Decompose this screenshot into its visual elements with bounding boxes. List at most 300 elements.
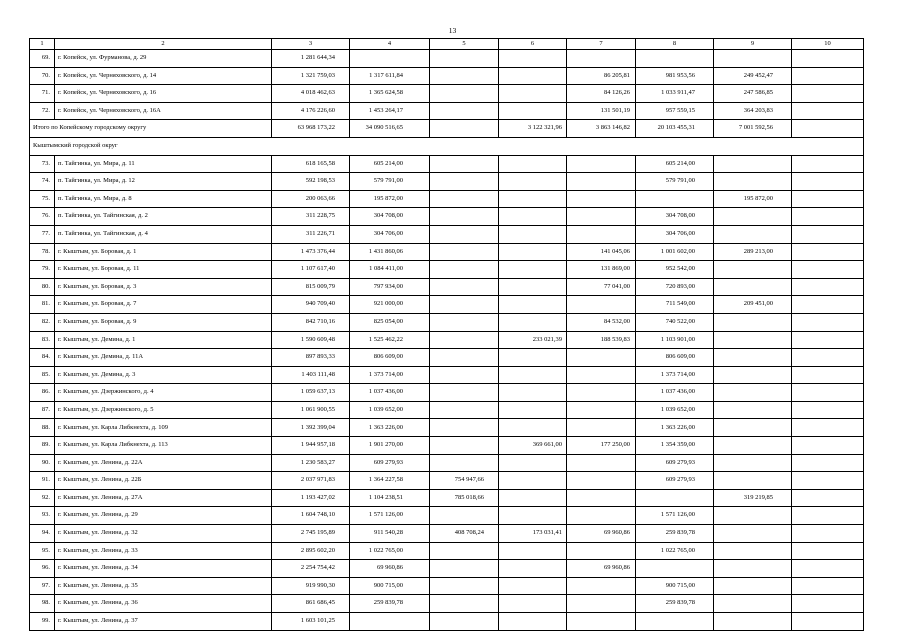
address-cell: г. Кыштым, ул. Ленина, д. 35 <box>55 577 272 595</box>
table-row <box>30 261 864 279</box>
table-cell: 3 863 146,82 <box>567 120 636 138</box>
table-cell: 1 901 270,00 <box>350 437 430 455</box>
table-cell <box>499 243 567 261</box>
table-cell: 806 609,00 <box>636 349 714 367</box>
table-cell <box>499 349 567 367</box>
address-cell: г. Кыштым, ул. Ленина, д. 22Б <box>55 472 272 490</box>
row-number: 85. <box>30 366 55 384</box>
table-row <box>30 67 864 85</box>
table-cell: 579 791,00 <box>636 173 714 191</box>
column-header: 1 <box>30 39 55 50</box>
table-cell: 861 686,45 <box>272 595 350 613</box>
table-cell <box>499 577 567 595</box>
column-header: 9 <box>714 39 792 50</box>
row-number: 93. <box>30 507 55 525</box>
table-cell: 605 214,00 <box>350 155 430 173</box>
table-cell: 4 176 226,60 <box>272 102 350 120</box>
table-cell: 195 872,00 <box>350 190 430 208</box>
table-cell: 785 018,66 <box>430 489 499 507</box>
table-row <box>30 366 864 384</box>
table-row <box>30 472 864 490</box>
table-cell <box>792 173 864 191</box>
address-cell: г. Кыштым, ул. Боровая, д. 11 <box>55 261 272 279</box>
table-row <box>30 190 864 208</box>
table-cell <box>714 437 792 455</box>
table-cell <box>714 384 792 402</box>
table-cell <box>430 454 499 472</box>
table-cell <box>499 507 567 525</box>
table-cell: 259 839,78 <box>636 525 714 543</box>
table-cell <box>430 50 499 68</box>
table-cell: 711 549,00 <box>636 296 714 314</box>
table-cell <box>714 208 792 226</box>
column-header: 7 <box>567 39 636 50</box>
row-number: 86. <box>30 384 55 402</box>
table-cell <box>430 613 499 631</box>
column-header: 8 <box>636 39 714 50</box>
table-cell <box>499 155 567 173</box>
table-cell <box>430 401 499 419</box>
table-row <box>30 85 864 103</box>
row-number: 71. <box>30 85 55 103</box>
table-cell: 69 960,86 <box>567 560 636 578</box>
table-cell <box>792 577 864 595</box>
table-row <box>30 331 864 349</box>
table-cell: 1 365 624,58 <box>350 85 430 103</box>
table-cell: 1 039 652,00 <box>636 401 714 419</box>
table-cell: 1 431 860,06 <box>350 243 430 261</box>
table-cell <box>499 67 567 85</box>
table-cell: 200 063,66 <box>272 190 350 208</box>
table-cell: 911 540,28 <box>350 525 430 543</box>
row-number: 96. <box>30 560 55 578</box>
table-row <box>30 102 864 120</box>
address-cell: п. Тайгинка, ул. Тайгинская, д. 4 <box>55 225 272 243</box>
table-cell: 740 522,00 <box>636 313 714 331</box>
table-cell: 1 525 462,22 <box>350 331 430 349</box>
table-cell <box>636 560 714 578</box>
table-cell <box>792 507 864 525</box>
table-row <box>30 437 864 455</box>
table-cell <box>792 454 864 472</box>
table-cell <box>499 384 567 402</box>
address-cell: г. Кыштым, ул. Ленина, д. 32 <box>55 525 272 543</box>
table-cell <box>499 50 567 68</box>
table-cell: 900 715,00 <box>636 577 714 595</box>
address-cell: п. Тайгинка, ул. Тайгинская, д. 2 <box>55 208 272 226</box>
table-cell <box>430 85 499 103</box>
table-cell: 754 947,66 <box>430 472 499 490</box>
table-cell: 1 230 583,27 <box>272 454 350 472</box>
table-cell: 304 708,00 <box>636 208 714 226</box>
table-row <box>30 613 864 631</box>
address-cell: г. Кыштым, ул. Демина, д. 1 <box>55 331 272 349</box>
table-cell: 1 473 376,44 <box>272 243 350 261</box>
table-cell: 900 715,00 <box>350 577 430 595</box>
table-cell <box>567 401 636 419</box>
table-cell <box>567 577 636 595</box>
table-row <box>30 278 864 296</box>
table-cell <box>430 331 499 349</box>
column-header: 3 <box>272 39 350 50</box>
table-cell: 1 104 238,51 <box>350 489 430 507</box>
table-cell <box>350 613 430 631</box>
table-row <box>30 525 864 543</box>
row-number: 98. <box>30 595 55 613</box>
table-cell <box>430 595 499 613</box>
table-cell <box>714 507 792 525</box>
table-cell <box>499 489 567 507</box>
table-cell: 69 960,86 <box>350 560 430 578</box>
table-cell: 247 586,85 <box>714 85 792 103</box>
table-cell: 1 571 126,00 <box>636 507 714 525</box>
table-cell <box>499 261 567 279</box>
table-cell <box>430 102 499 120</box>
address-cell: г. Кыштым, ул. Карла Либкнехта, д. 109 <box>55 419 272 437</box>
table-cell: 1 022 765,00 <box>636 542 714 560</box>
table-row <box>30 454 864 472</box>
table-cell <box>714 577 792 595</box>
table-cell <box>714 50 792 68</box>
table-row <box>30 349 864 367</box>
table-row <box>30 50 864 68</box>
table-row <box>30 155 864 173</box>
table-cell: 4 018 462,63 <box>272 85 350 103</box>
table-cell <box>499 542 567 560</box>
table-cell: 177 250,00 <box>567 437 636 455</box>
table-cell <box>792 208 864 226</box>
address-cell: г. Кыштым, ул. Ленина, д. 36 <box>55 595 272 613</box>
table-cell: 1 317 611,84 <box>350 67 430 85</box>
table-cell: 20 103 455,31 <box>636 120 714 138</box>
table-cell <box>792 525 864 543</box>
table-cell <box>430 313 499 331</box>
table-cell <box>499 173 567 191</box>
table-cell: 369 661,00 <box>499 437 567 455</box>
table-cell: 1 061 900,55 <box>272 401 350 419</box>
address-cell: г. Кыштым, ул. Ленина, д. 22А <box>55 454 272 472</box>
table-cell <box>714 542 792 560</box>
table-cell <box>636 190 714 208</box>
table-row <box>30 542 864 560</box>
table-cell: 605 214,00 <box>636 155 714 173</box>
table-cell <box>714 454 792 472</box>
table-cell: 957 559,15 <box>636 102 714 120</box>
table-cell <box>714 155 792 173</box>
address-cell: г. Кыштым, ул. Дзержинского, д. 4 <box>55 384 272 402</box>
table-cell <box>792 472 864 490</box>
table-cell: 1 604 748,10 <box>272 507 350 525</box>
row-number: 97. <box>30 577 55 595</box>
table-cell <box>430 155 499 173</box>
table-cell: 797 934,00 <box>350 278 430 296</box>
table-cell: 304 706,00 <box>350 225 430 243</box>
address-cell: г. Кыштым, ул. Ленина, д. 27А <box>55 489 272 507</box>
table-cell <box>567 50 636 68</box>
table-cell <box>430 278 499 296</box>
table-cell: 173 031,41 <box>499 525 567 543</box>
table-cell: 311 228,75 <box>272 208 350 226</box>
table-cell <box>792 50 864 68</box>
table-cell: 1 001 602,00 <box>636 243 714 261</box>
table-cell: 233 021,39 <box>499 331 567 349</box>
table-cell: 259 839,78 <box>636 595 714 613</box>
table-cell: 720 893,00 <box>636 278 714 296</box>
table-cell <box>567 173 636 191</box>
table-cell <box>499 102 567 120</box>
table-cell <box>567 542 636 560</box>
row-number: 70. <box>30 67 55 85</box>
table-cell <box>636 50 714 68</box>
address-cell: г. Кыштым, ул. Боровая, д. 1 <box>55 243 272 261</box>
total-row <box>30 120 864 138</box>
table-cell <box>499 454 567 472</box>
table-cell: 77 041,00 <box>567 278 636 296</box>
table-cell: 609 279,93 <box>636 472 714 490</box>
table-row <box>30 595 864 613</box>
page-number: 13 <box>448 26 457 35</box>
table-row <box>30 577 864 595</box>
table-row <box>30 489 864 507</box>
table-cell <box>792 120 864 138</box>
table-cell: 319 219,85 <box>714 489 792 507</box>
table-cell: 364 203,83 <box>714 102 792 120</box>
table-cell: 84 532,00 <box>567 313 636 331</box>
table-cell <box>430 419 499 437</box>
table-cell: 1 039 652,00 <box>350 401 430 419</box>
table-cell <box>499 595 567 613</box>
table-cell: 408 708,24 <box>430 525 499 543</box>
data-table <box>29 38 864 631</box>
row-number: 73. <box>30 155 55 173</box>
table-row <box>30 296 864 314</box>
table-cell <box>567 489 636 507</box>
table-cell <box>792 595 864 613</box>
table-cell: 825 054,00 <box>350 313 430 331</box>
row-number: 77. <box>30 225 55 243</box>
table-cell <box>714 366 792 384</box>
table-cell: 1 193 427,02 <box>272 489 350 507</box>
address-cell: г. Кыштым, ул. Ленина, д. 33 <box>55 542 272 560</box>
address-cell: г. Кыштым, ул. Боровая, д. 3 <box>55 278 272 296</box>
row-number: 74. <box>30 173 55 191</box>
table-cell <box>792 542 864 560</box>
address-cell: г. Кыштым, ул. Карла Либкнехта, д. 113 <box>55 437 272 455</box>
row-number: 92. <box>30 489 55 507</box>
table-cell: 2 895 602,20 <box>272 542 350 560</box>
table-cell: 2 037 971,83 <box>272 472 350 490</box>
table-cell: 618 165,58 <box>272 155 350 173</box>
table-cell <box>567 190 636 208</box>
table-cell <box>499 278 567 296</box>
table-cell <box>714 278 792 296</box>
table-cell <box>499 401 567 419</box>
column-header: 4 <box>350 39 430 50</box>
address-cell: г. Кыштым, ул. Ленина, д. 34 <box>55 560 272 578</box>
table-cell <box>499 296 567 314</box>
table-row <box>30 173 864 191</box>
row-number: 87. <box>30 401 55 419</box>
table-cell: 1 571 126,00 <box>350 507 430 525</box>
table-cell: 1 363 226,00 <box>350 419 430 437</box>
table-cell: 141 045,06 <box>567 243 636 261</box>
table-cell <box>567 472 636 490</box>
table-cell <box>792 437 864 455</box>
table-cell <box>567 507 636 525</box>
column-header: 10 <box>792 39 864 50</box>
table-row <box>30 507 864 525</box>
table-cell: 1 363 226,00 <box>636 419 714 437</box>
address-cell: г. Копейск, ул. Черняховского, д. 16А <box>55 102 272 120</box>
table-cell <box>430 173 499 191</box>
table-cell: 1 944 957,18 <box>272 437 350 455</box>
table-cell: 952 542,00 <box>636 261 714 279</box>
table-cell <box>714 261 792 279</box>
table-cell: 188 539,83 <box>567 331 636 349</box>
table-cell: 131 501,19 <box>567 102 636 120</box>
table-cell <box>714 472 792 490</box>
row-number: 84. <box>30 349 55 367</box>
table-cell <box>792 613 864 631</box>
row-number: 91. <box>30 472 55 490</box>
table-cell: 815 009,79 <box>272 278 350 296</box>
row-number: 79. <box>30 261 55 279</box>
table-cell: 304 708,00 <box>350 208 430 226</box>
table-cell <box>430 190 499 208</box>
table-cell <box>499 190 567 208</box>
table-cell <box>430 120 499 138</box>
table-cell <box>567 419 636 437</box>
table-cell: 1 059 637,13 <box>272 384 350 402</box>
table-cell <box>350 50 430 68</box>
table-cell: 1 037 436,00 <box>636 384 714 402</box>
row-number: 94. <box>30 525 55 543</box>
table-cell: 1 373 714,00 <box>350 366 430 384</box>
address-cell: г. Копейск, ул. Фурманова, д. 29 <box>55 50 272 68</box>
table-cell: 311 226,71 <box>272 225 350 243</box>
table-cell: 1 392 399,04 <box>272 419 350 437</box>
address-cell: г. Кыштым, ул. Ленина, д. 37 <box>55 613 272 631</box>
table-row <box>30 313 864 331</box>
table-cell <box>430 437 499 455</box>
table-cell: 592 198,53 <box>272 173 350 191</box>
total-label: Итого по Копейскому городскому округу <box>30 120 272 138</box>
table-cell <box>430 261 499 279</box>
table-cell: 1 037 436,00 <box>350 384 430 402</box>
table-row <box>30 384 864 402</box>
address-cell: п. Тайгинка, ул. Мира, д. 12 <box>55 173 272 191</box>
table-cell: 195 872,00 <box>714 190 792 208</box>
table-cell <box>499 313 567 331</box>
column-header: 2 <box>55 39 272 50</box>
row-number: 83. <box>30 331 55 349</box>
row-number: 69. <box>30 50 55 68</box>
table-cell <box>792 331 864 349</box>
table-cell: 2 254 754,42 <box>272 560 350 578</box>
table-cell: 921 000,00 <box>350 296 430 314</box>
table-cell: 1 603 101,25 <box>272 613 350 631</box>
table-cell <box>792 225 864 243</box>
table-cell <box>430 67 499 85</box>
table-cell: 131 869,00 <box>567 261 636 279</box>
row-number: 80. <box>30 278 55 296</box>
table-cell <box>567 296 636 314</box>
table-cell <box>567 454 636 472</box>
table-cell <box>499 225 567 243</box>
row-number: 90. <box>30 454 55 472</box>
table-cell: 919 990,30 <box>272 577 350 595</box>
table-cell <box>567 349 636 367</box>
address-cell: г. Копейск, ул. Черняховского, д. 16 <box>55 85 272 103</box>
table-cell <box>499 366 567 384</box>
table-cell <box>567 225 636 243</box>
table-row <box>30 243 864 261</box>
table-cell: 34 090 516,65 <box>350 120 430 138</box>
table-cell: 940 709,40 <box>272 296 350 314</box>
table-cell <box>792 349 864 367</box>
table-cell <box>499 472 567 490</box>
table-cell <box>792 419 864 437</box>
table-row <box>30 560 864 578</box>
table-cell <box>714 401 792 419</box>
table-cell <box>430 349 499 367</box>
section-row <box>30 137 864 155</box>
table-cell: 1 103 901,00 <box>636 331 714 349</box>
table-cell: 1 033 911,47 <box>636 85 714 103</box>
table-cell <box>567 595 636 613</box>
table-cell: 842 710,16 <box>272 313 350 331</box>
table-cell <box>714 225 792 243</box>
table-cell <box>567 366 636 384</box>
table-row <box>30 419 864 437</box>
table-cell <box>430 384 499 402</box>
table-cell: 1 354 359,00 <box>636 437 714 455</box>
address-cell: п. Тайгинка, ул. Мира, д. 11 <box>55 155 272 173</box>
table-cell <box>792 261 864 279</box>
row-number: 82. <box>30 313 55 331</box>
table-cell: 3 122 321,96 <box>499 120 567 138</box>
table-cell: 897 893,33 <box>272 349 350 367</box>
table-cell <box>714 595 792 613</box>
table-cell <box>430 225 499 243</box>
table-cell: 86 205,81 <box>567 67 636 85</box>
table-cell: 1 373 714,00 <box>636 366 714 384</box>
table-row <box>30 208 864 226</box>
table-row <box>30 401 864 419</box>
table-cell: 609 279,93 <box>350 454 430 472</box>
table-cell <box>430 296 499 314</box>
table-cell <box>567 384 636 402</box>
table-cell <box>792 489 864 507</box>
address-cell: г. Кыштым, ул. Демина, д. 3 <box>55 366 272 384</box>
table-cell <box>792 155 864 173</box>
table-cell <box>792 384 864 402</box>
row-number: 88. <box>30 419 55 437</box>
row-number: 78. <box>30 243 55 261</box>
row-number: 99. <box>30 613 55 631</box>
table-cell <box>792 243 864 261</box>
table-cell: 1 364 227,58 <box>350 472 430 490</box>
table-cell <box>714 331 792 349</box>
table-cell: 249 452,47 <box>714 67 792 85</box>
table-cell <box>430 577 499 595</box>
row-number: 89. <box>30 437 55 455</box>
table-cell <box>714 525 792 543</box>
table-cell <box>567 155 636 173</box>
table-row <box>30 225 864 243</box>
address-cell: г. Кыштым, ул. Дзержинского, д. 5 <box>55 401 272 419</box>
table-cell <box>499 419 567 437</box>
